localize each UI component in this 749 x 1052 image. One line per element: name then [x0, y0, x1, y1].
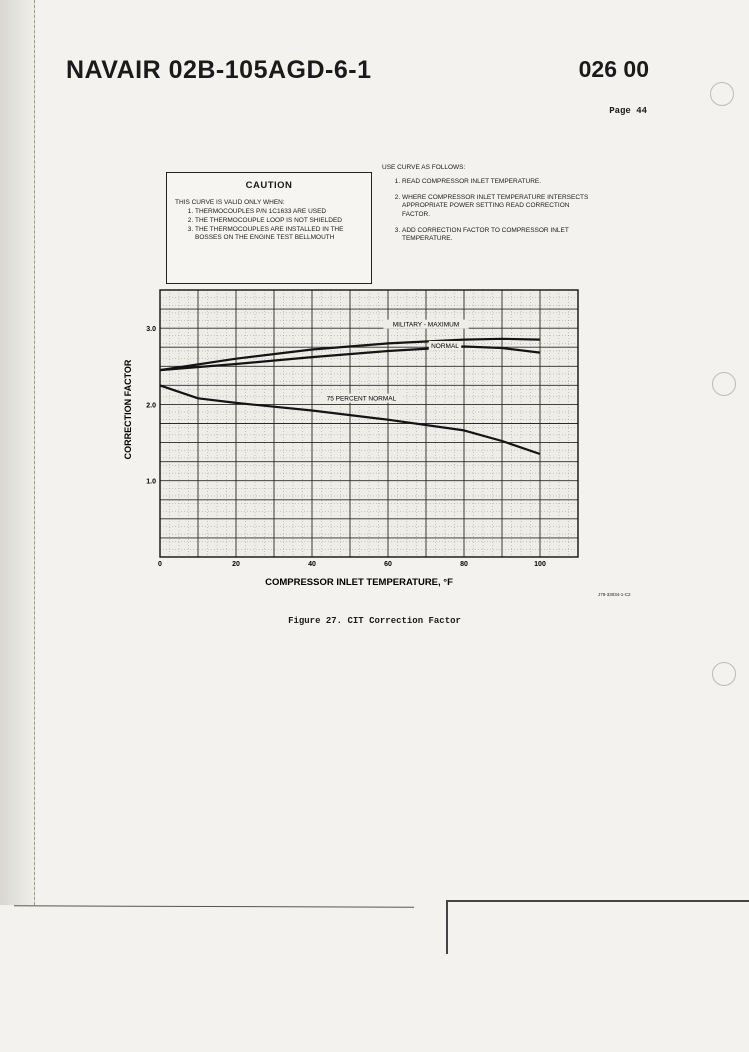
caution-condition: 1. THERMOCOUPLES P/N 1C1633 ARE USED [195, 208, 363, 216]
document-number: NAVAIR 02B-105AGD-6-1 [66, 56, 372, 84]
caution-title: CAUTION [245, 180, 293, 191]
y-axis-title: CORRECTION FACTOR [123, 359, 133, 460]
normal-label: NORMAL [431, 342, 459, 350]
binder-hole [712, 662, 736, 686]
caution-intro: THIS CURVE IS VALID ONLY WHEN: [175, 198, 285, 206]
page-number: Page 44 [609, 106, 647, 116]
seventy-five-percent-normal-label: 75 PERCENT NORMAL [326, 395, 397, 403]
instruction-step: 3. ADD CORRECTION FACTOR TO COMPRESSOR INLET TEMPERATURE. [402, 227, 592, 243]
x-tick-label: 60 [384, 561, 392, 568]
instruction-step: 1. READ COMPRESSOR INLET TEMPERATURE. [402, 178, 592, 186]
figure-id: J79-33034-1-C2 [598, 592, 631, 597]
scan-edge-corner [446, 900, 749, 954]
x-tick-label: 0 [158, 561, 162, 568]
scan-edge-line [14, 905, 414, 907]
x-tick-label: 80 [460, 561, 468, 568]
binder-hole [710, 82, 734, 106]
military-maximum-label: MILITARY - MAXIMUM [392, 321, 460, 329]
section-number: 026 00 [578, 56, 649, 82]
instructions-heading: USE CURVE AS FOLLOWS: [382, 164, 466, 171]
x-tick-label: 100 [534, 561, 546, 568]
x-tick-label: 20 [232, 561, 240, 568]
binder-hole [712, 372, 736, 396]
x-tick-label: 40 [308, 561, 316, 568]
caution-condition: 3. THE THERMOCOUPLES ARE INSTALLED IN THE BOSSES ON THE ENGINE TEST BELLMOUTH [195, 226, 363, 242]
y-tick-label: 1.0 [146, 478, 156, 486]
y-tick-label: 3.0 [146, 326, 156, 334]
instruction-step: 2. WHERE COMPRESSOR INLET TEMPERATURE INTERSECTS APPROPRIATE POWER SETTING READ CORRECTION FACTOR. [402, 194, 592, 218]
x-axis-title: COMPRESSOR INLET TEMPERATURE, °F [265, 577, 453, 588]
caution-condition: 2. THE THERMOCOUPLE LOOP IS NOT SHIELDED [195, 217, 363, 225]
figure-caption: Figure 27. CIT Correction Factor [288, 616, 461, 626]
y-tick-label: 2.0 [146, 402, 156, 410]
